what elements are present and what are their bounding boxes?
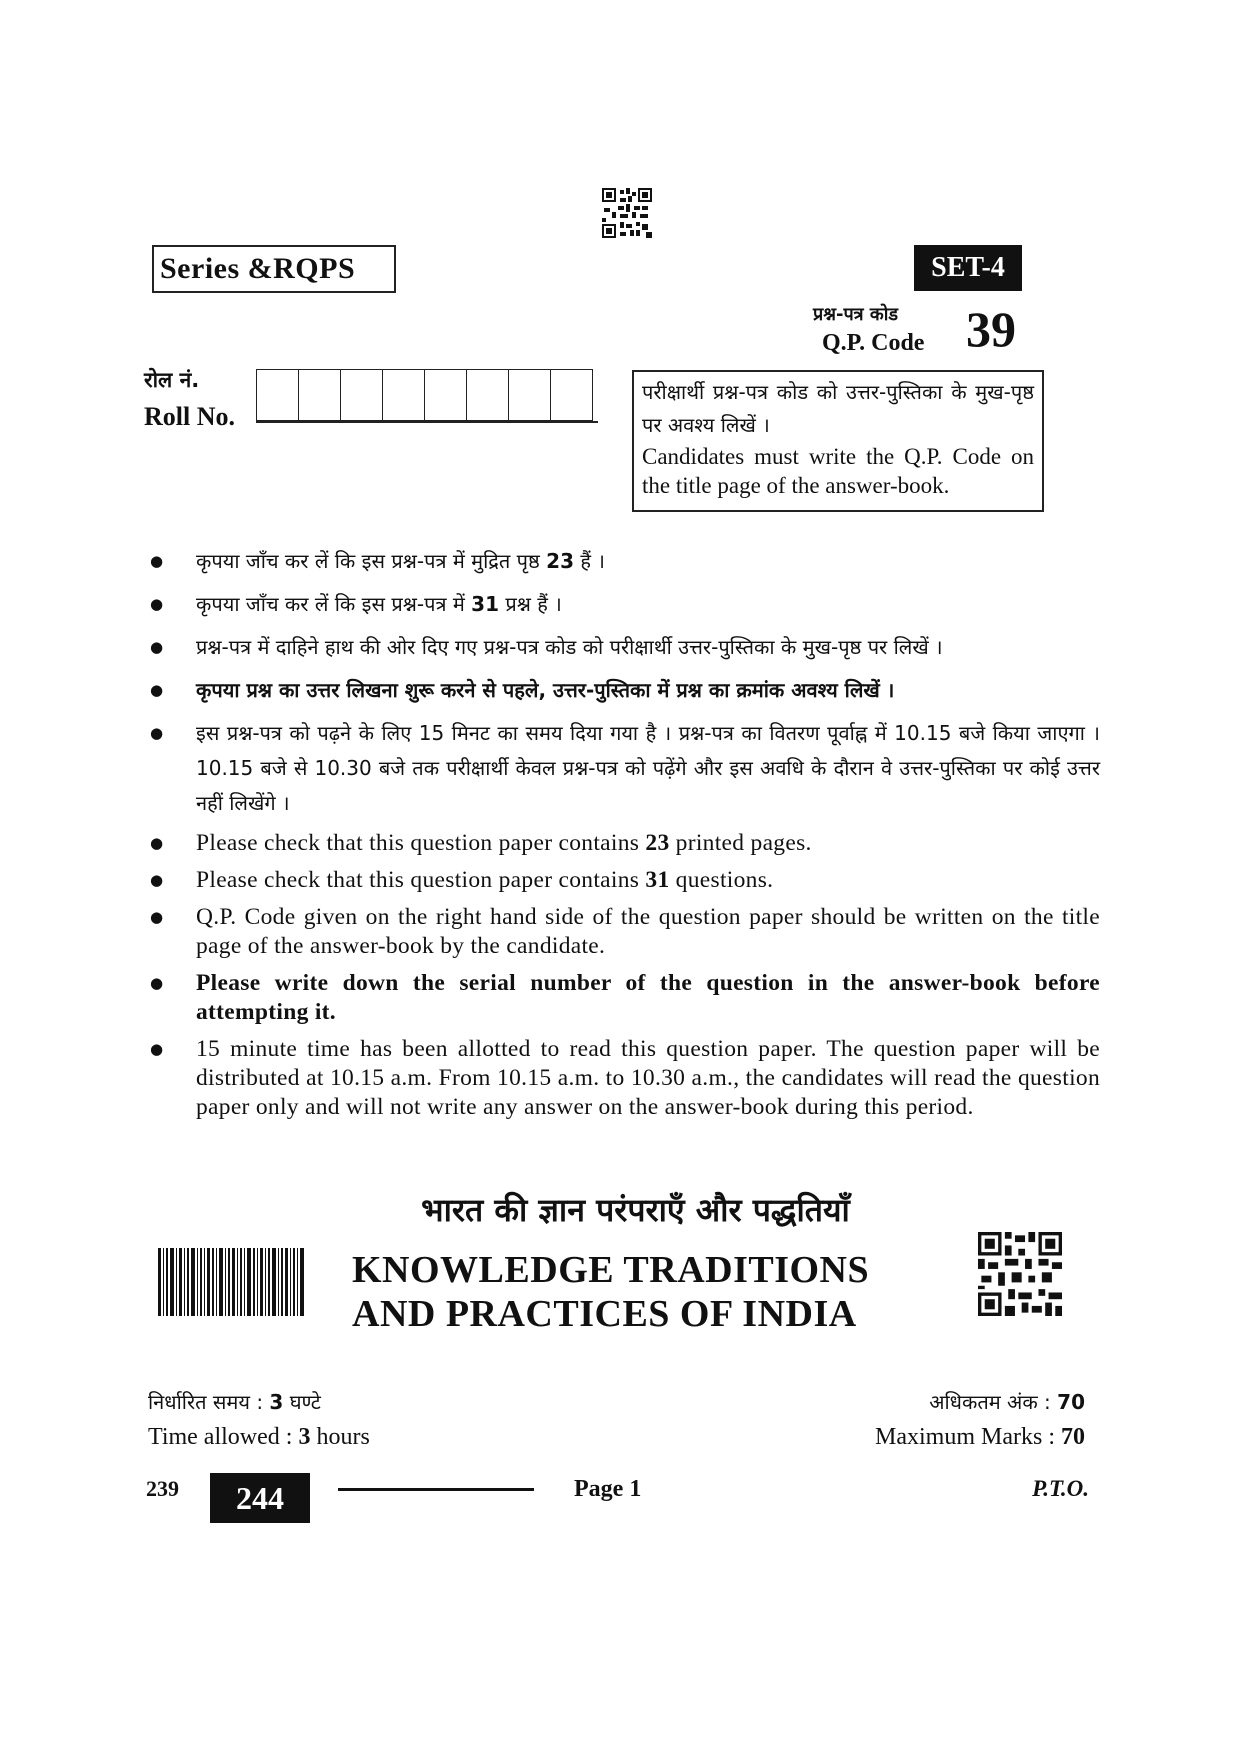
pto-label: P.T.O.	[1032, 1476, 1089, 1501]
instruction-item: ● 15 minute time has been allotted to read this question paper. The question paper will be distributed at 10.15 a.m. From 10.15 a.m. to 10.30 a.m., the candidates will read the question paper only and will not write any answer on the answer-book during this period.	[150, 1035, 1100, 1122]
qp-code-value: 39	[966, 301, 1016, 357]
maximum-marks-hindi: अधिकतम अंक : 70	[929, 1390, 1085, 1414]
footer-rule	[338, 1488, 534, 1491]
subject-title-hindi: भारत की ज्ञान परंपराएँ और पद्धतियाँ	[421, 1191, 850, 1229]
roll-digit-box[interactable]	[509, 369, 551, 421]
instruction-item: ● इस प्रश्न-पत्र को पढ़ने के लिए 15 मिनट का समय दिया गया है । प्रश्न-पत्र का वितरण पूर्वाह्न में 10.15 बजे किया जाएगा । 10.15 बजे से 10.30 बजे तक परीक्षार्थी केवल प्रश्न-पत्र को पढ़ेंगे और इस अवधि के दौरान वे उत्तर-पुस्तिका पर कोई उत्तर नहीं लिखेंगे ।	[150, 716, 1100, 821]
page-number: Page 1	[574, 1476, 642, 1502]
instruction-item: ● Please check that this question paper contains 23 printed pages.	[150, 829, 1100, 858]
notice-english: Candidates must write the Q.P. Code on the title page of the answer-book.	[642, 444, 1034, 498]
roll-digit-box[interactable]	[383, 369, 425, 421]
instruction-item: ● Please check that this question paper contains 31 questions.	[150, 866, 1100, 895]
series-label: Series &RQPS	[152, 245, 396, 293]
footer-code: 239	[146, 1476, 179, 1501]
roll-digit-box[interactable]	[299, 369, 341, 421]
set-badge: SET-4	[914, 245, 1022, 291]
roll-digit-box[interactable]	[467, 369, 509, 421]
roll-underline	[256, 421, 598, 423]
roll-digit-box[interactable]	[551, 369, 593, 421]
instructions-list	[150, 544, 1100, 1130]
subject-title-line2: AND PRACTICES OF INDIA	[352, 1293, 857, 1335]
instruction-item: ● प्रश्न-पत्र में दाहिने हाथ की ओर दिए गए प्रश्न-पत्र कोड को परीक्षार्थी उत्तर-पुस्तिका के मुख-पृष्ठ पर लिखें ।	[150, 630, 1100, 665]
roll-digit-box[interactable]	[341, 369, 383, 421]
footer-code-badge: 244	[210, 1473, 310, 1523]
instruction-item: ● कृपया प्रश्न का उत्तर लिखना शुरू करने से पहले, उत्तर-पुस्तिका में प्रश्न का क्रमांक अवश्य लिखें ।	[150, 673, 1100, 708]
subject-title-line1: KNOWLEDGE TRADITIONS	[352, 1249, 870, 1291]
barcode-icon	[158, 1248, 304, 1316]
roll-label: Roll No.	[144, 402, 235, 431]
time-allowed-hindi: निर्धारित समय : 3 घण्टे	[148, 1390, 321, 1414]
instruction-item: ● कृपया जाँच कर लें कि इस प्रश्न-पत्र में 31 प्रश्न हैं ।	[150, 587, 1100, 622]
roll-number-boxes[interactable]	[256, 369, 593, 421]
notice-hindi: परीक्षार्थी प्रश्न-पत्र कोड को उत्तर-पुस्तिका के मुख-पृष्ठ पर अवश्य लिखें ।	[642, 380, 1034, 437]
qp-code-notice-box	[632, 370, 1044, 512]
maximum-marks: Maximum Marks : 70	[875, 1424, 1085, 1450]
qp-code-label-hindi: प्रश्न-पत्र कोड	[813, 304, 898, 325]
instruction-item: ● Q.P. Code given on the right hand side of the question paper should be written on the title page of the answer-book by the candidate.	[150, 903, 1100, 961]
time-allowed: Time allowed : 3 hours	[148, 1424, 370, 1450]
roll-digit-box[interactable]	[425, 369, 467, 421]
roll-digit-box[interactable]	[257, 369, 299, 421]
qr-code-top-icon	[602, 188, 652, 238]
roll-label-hindi: रोल नं.	[144, 368, 200, 392]
instruction-item: ● कृपया जाँच कर लें कि इस प्रश्न-पत्र में मुद्रित पृष्ठ 23 हैं ।	[150, 544, 1100, 579]
qp-code-label: Q.P. Code	[822, 330, 925, 356]
qr-code-icon	[978, 1232, 1062, 1316]
instruction-item: ● Please write down the serial number of the question in the answer-book before attempting it.	[150, 969, 1100, 1027]
